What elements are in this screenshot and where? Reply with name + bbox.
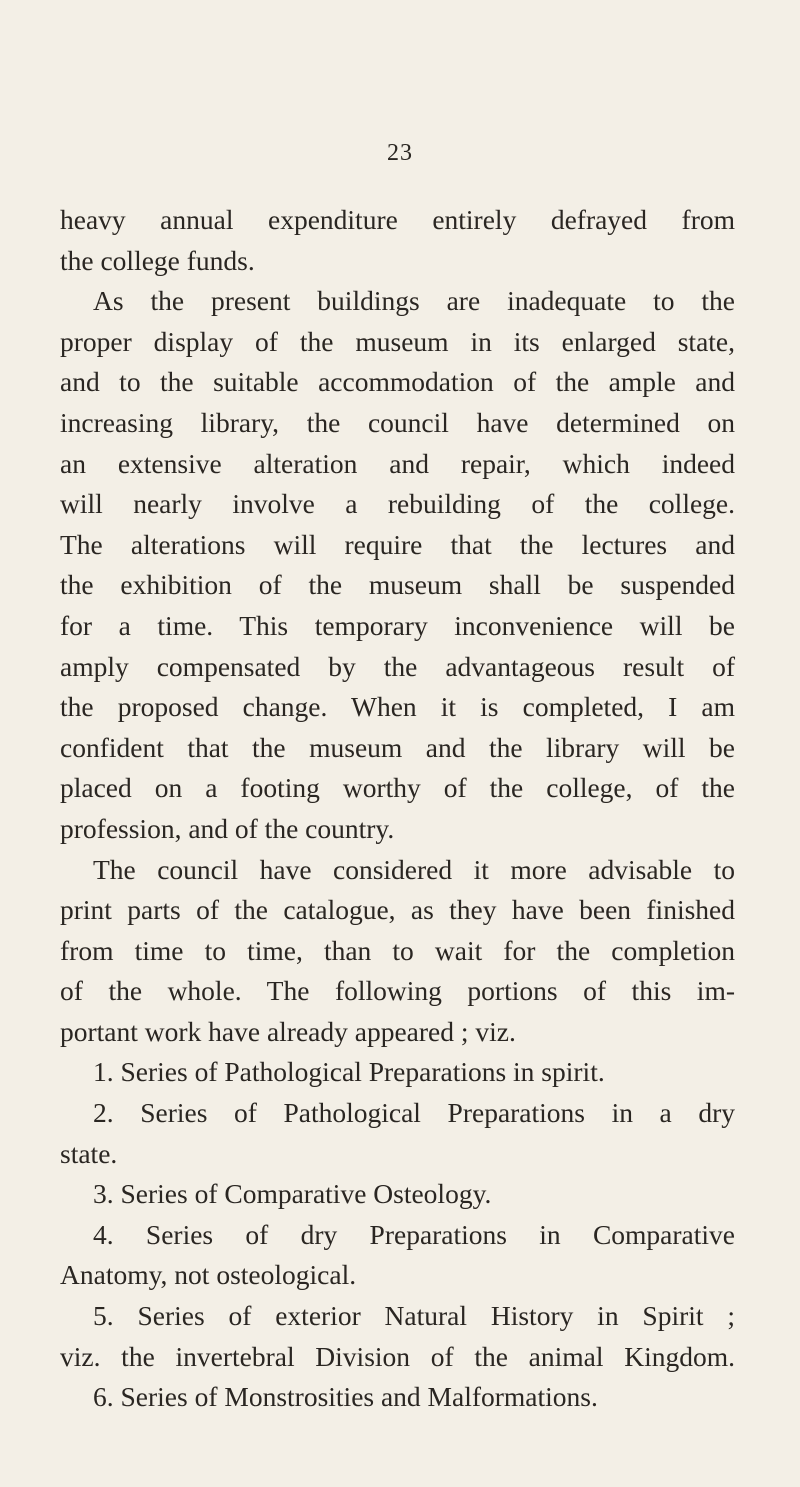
text-line: As the present buildings are inadequate to the — [93, 285, 735, 317]
text-line: proper display of the museum in its enlarged state, — [60, 325, 735, 357]
text-line: The alterations will require that the lectures and — [60, 528, 735, 560]
text-line: state. — [60, 1137, 118, 1169]
text-line: 5. Series of exterior Natural History in Spirit ; — [93, 1300, 735, 1332]
body-text — [60, 200, 735, 1418]
text-line: from time to time, than to wait for the completion — [60, 934, 735, 966]
text-line: 3. Series of Comparative Osteology. — [93, 1178, 492, 1210]
text-line: 1. Series of Pathological Preparations in spirit. — [93, 1056, 605, 1088]
text-line: will nearly involve a rebuilding of the college. — [60, 488, 735, 520]
page-number: 23 — [387, 140, 413, 166]
text-line: portant work have already appeared ; viz. — [60, 1015, 516, 1047]
text-line: Anatomy, not osteological. — [60, 1259, 357, 1291]
text-line: increasing library, the council have determined on — [60, 406, 735, 438]
text-line: the exhibition of the museum shall be suspended — [60, 569, 735, 601]
text-line: of the whole. The following portions of this im- — [60, 975, 735, 1007]
text-line: amply compensated by the advantageous result of — [60, 650, 735, 682]
text-line: The council have considered it more advisable to — [93, 853, 735, 885]
text-line: print parts of the catalogue, as they have been finished — [60, 894, 735, 926]
text-line: an extensive alteration and repair, which indeed — [60, 447, 735, 479]
text-line: 6. Series of Monstrosities and Malformations. — [93, 1381, 598, 1413]
text-line: the proposed change. When it is completed, I am — [60, 691, 735, 723]
text-line: 4. Series of dry Preparations in Comparative — [93, 1218, 735, 1250]
text-line: profession, and of the country. — [60, 812, 395, 844]
text-line: heavy annual expenditure entirely defrayed from — [60, 204, 735, 235]
text-line: viz. the invertebral Division of the animal Kingdom. — [60, 1340, 735, 1372]
text-line: and to the suitable accommodation of the ample and — [60, 366, 735, 398]
text-line: the college funds. — [60, 244, 255, 276]
text-line: confident that the museum and the library will be — [60, 731, 735, 763]
text-line: 2. Series of Pathological Preparations in a dry — [93, 1097, 735, 1129]
text-line: for a time. This temporary inconvenience will be — [60, 609, 735, 641]
text-line: placed on a footing worthy of the college, of the — [60, 772, 735, 804]
